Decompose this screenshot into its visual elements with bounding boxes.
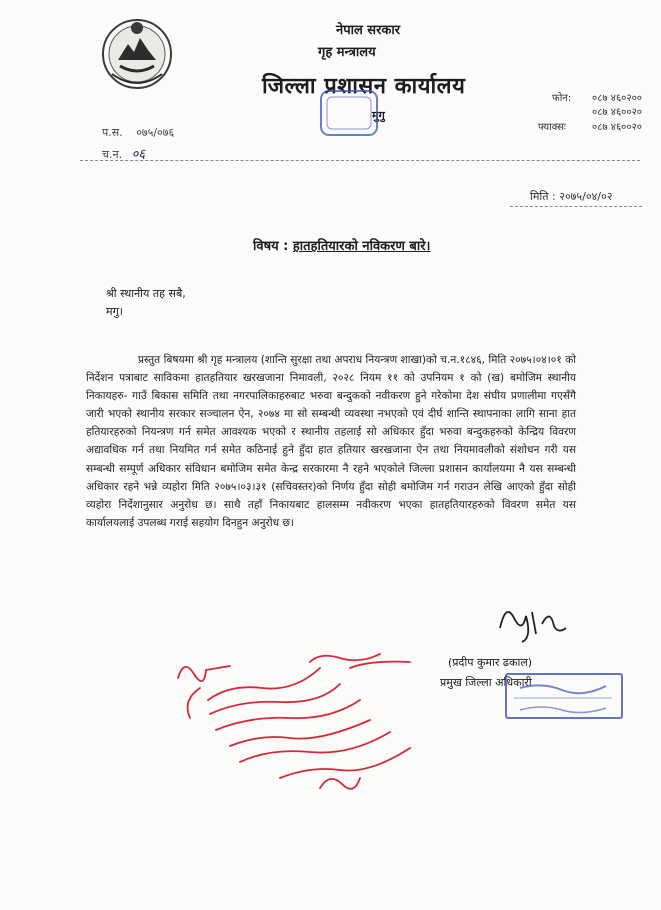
- letter-date: मिति : २०७५/०४/०२: [530, 190, 613, 203]
- subject-text: हातहतियारको नविकरण बारे।: [292, 239, 431, 254]
- dispatch-number-label: च.न.: [102, 148, 123, 161]
- office-location: मुगु: [372, 109, 385, 122]
- letter-number-line: [102, 125, 174, 140]
- subject-label: विषय :: [253, 239, 289, 254]
- phone-label: फोन:: [552, 93, 572, 104]
- fax-number: ०८७ ४६००२०: [592, 122, 642, 133]
- date-underline: [510, 206, 642, 207]
- header-divider: [80, 160, 640, 161]
- signatory-title: प्रमुख जिल्ला अधिकारी: [440, 676, 532, 689]
- fax-label: फ्याक्सः: [538, 122, 566, 133]
- dispatch-number-value: ०६: [131, 147, 146, 162]
- addressee-line-2: मगु।: [106, 305, 123, 318]
- signature-scribble-icon: [492, 598, 572, 648]
- phone-number-2: ०८७ ४६००२०: [592, 107, 642, 118]
- fax-line: [538, 119, 642, 133]
- letter-number-label: प.स.: [102, 126, 123, 139]
- signatory-stamp-icon: [502, 668, 626, 724]
- nepal-emblem-icon: [98, 14, 176, 92]
- office-heading: जिल्ला प्रशासन कार्यालय: [262, 74, 466, 99]
- subject-line: [253, 236, 430, 254]
- signatory-name: (प्रदीप कुमार ढकाल): [448, 656, 533, 669]
- phone-number-1: ०८७ ४६०२००: [592, 93, 642, 104]
- handwritten-red-note-icon: [170, 648, 435, 798]
- government-heading: नेपाल सरकार: [336, 23, 401, 38]
- letter-body: प्रस्तुत बिषयमा श्री गृह मन्त्रालय (शान्ति सुरक्षा तथा अपराध नियन्त्रण शाखा)को च.न.१८४६, मिति २०७५।०४।०१ को निर्देशन पत्राबाट साविकमा हातहतियार खरखजाना निमावली, २०२८ नियम ११ को उपनियम १ को (ख) बमोजिम स्थानीय निकायहरु- गाउँ बिकास समिति तथा नगरपालिकाहरुबाट भरुवा बन्दुकको नवीकरण हुने गरेकोमा देश संघीय प्रणालीमा गएसँगै जारी भएको स्थानीय सरकार सञ्चालन ऐन, २०७४ मा सो सम्बन्धी व्यवस्था नभएको एवं दीर्घ शान्ति स्थापनाका लागि साना हात हतियारहरुको नियन्त्रण गर्न समेत आवश्यक भएको र स्थानीय तहलाई सो अधिकार हुँदा भरुवा बन्दुकहरुको केन्द्रिय विवरण अद्यावधिक गर्न तथा नियमित गर्न समेत कठिनाई हुने हुँदा हात हतियार खरखजाना ऐन तथा नियमावलीको संशोधन गरी यस सम्बन्धी सम्पूर्ण अधिकार संविधान बमोजिम समेत केन्द्र सरकारमा नै रहने भएकोले जिल्ला प्रशासन कार्यालयमा नै यस सम्बन्धी अधिकार रहने भन्ने व्यहोरा मिति २०७५।०३।३१ (सचिवस्तर)को निर्णय हुँदा सोही बमोजिम गर्न गराउन लेखि आएको हुँदा सोही व्यहोरा निर्देशानुसार अनुरोध छ। साथै तहाँ निकायबाट हालसम्म नवीकरण भएका हातहतियारहरुको विवरण समेत यस कार्यालयलाई उपलब्ध गराई सहयोग दिनहुन अनुरोध छ।: [86, 354, 576, 529]
- phone-line-2: [592, 104, 642, 118]
- letter-number-value: ०७५/०७६: [136, 126, 175, 139]
- ministry-heading: गृह मन्त्रालय: [318, 45, 376, 60]
- office-stamp-icon: [318, 88, 380, 138]
- phone-line-1: [552, 90, 642, 104]
- addressee-line-1: श्री स्थानीय तह सबै,: [106, 287, 186, 300]
